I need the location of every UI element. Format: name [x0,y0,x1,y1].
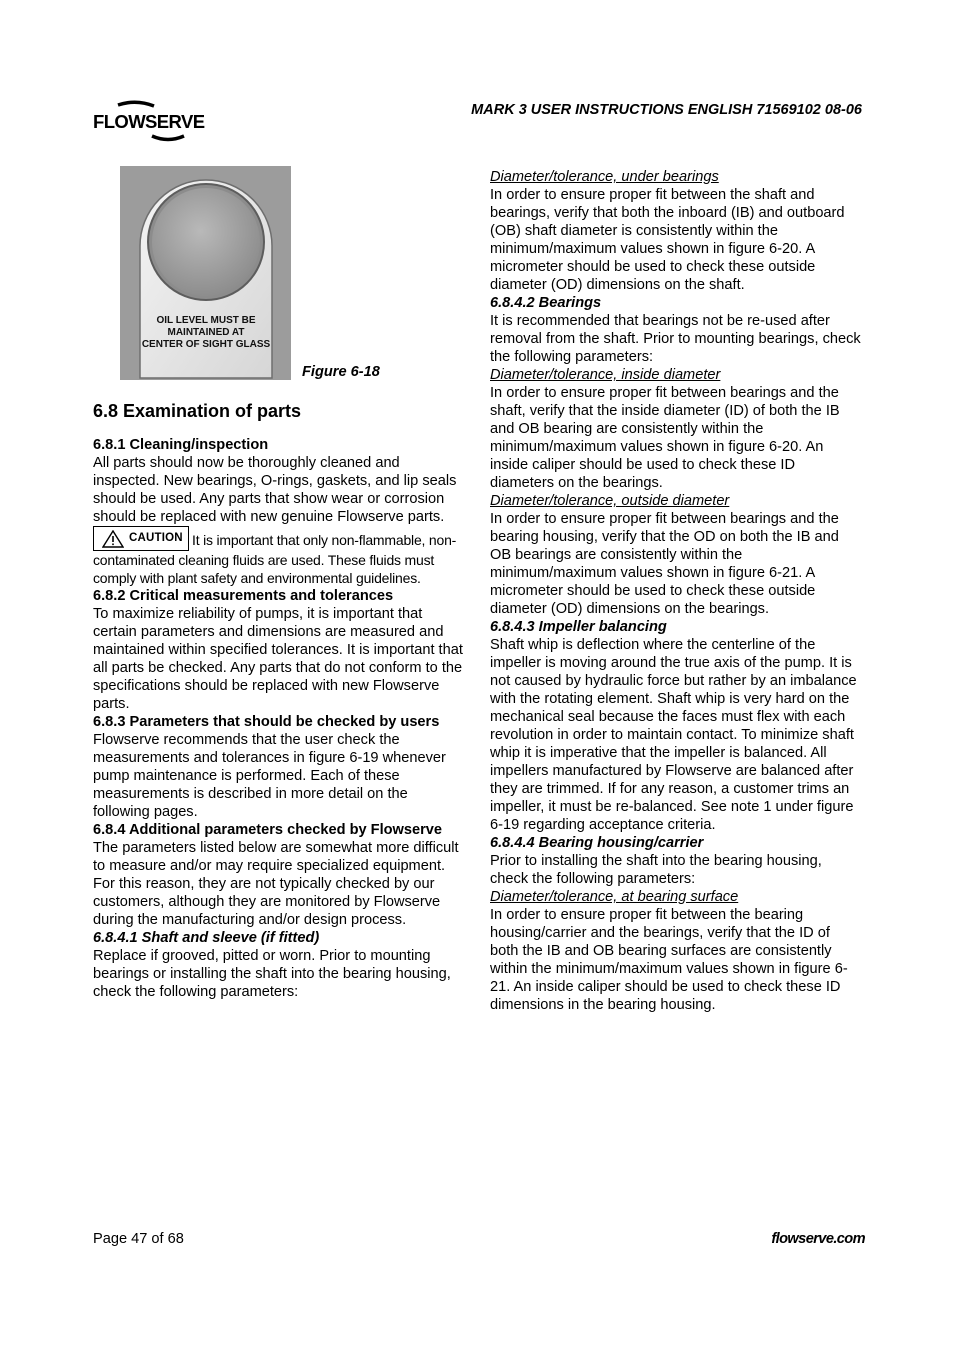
figure-caption: Figure 6-18 [302,364,380,380]
paragraph-6-8-2: To maximize reliability of pumps, it is important that certain parameters and dimensions are measured and maintained within specified tolerances. It is important that all parts be checked. Any parts that do not conform to the specifications should be replaced with new Flowserve parts. [93,606,463,712]
caution-text: It is important that only non-flammable, non-contaminated cleaning fluids are used. These fluids must comply with plant safety and environmental guidelines. [93,532,457,586]
plate-text-line-2: MAINTAINED AT [167,327,245,338]
heading-6-8-4-1: 6.8.4.1 Shaft and sleeve (if fitted) [93,930,320,946]
figure-6-18 [93,166,465,382]
subheading-bearing-surface: Diameter/tolerance, at bearing surface [490,889,739,905]
subheading-outside-diameter: Diameter/tolerance, outside diameter [490,493,730,509]
caution-badge [93,526,189,551]
heading-6-8-1: 6.8.1 Cleaning/inspection [93,437,269,453]
paragraph-under-bearings: In order to ensure proper fit between the shaft and bearings, verify that both the inboard (IB) and outboard (OB) shaft diameter is consistently within the minimum/maximum values shown in figure 6-20. A micrometer should be used to check these outside diameter (OD) dimensions on the shaft. [490,187,845,293]
subheading-inside-diameter: Diameter/tolerance, inside diameter [490,367,721,383]
left-column [93,166,465,1001]
heading-6-8-3: 6.8.3 Parameters that should be checked by users [93,714,440,730]
flowserve-logo [92,100,208,144]
paragraph-6-8-4-1: Replace if grooved, pitted or worn. Prior to mounting bearings or installing the shaft into the bearing housing, check the following parameters: [93,948,451,1000]
plate-text-line-1: OIL LEVEL MUST BE [156,315,256,326]
paragraph-outside-diameter: In order to ensure proper fit between bearings and the bearing housing, verify that the OD on both the IB and OB bearings are consistently within the minimum/maximum values shown in figure 6-21. A micrometer should be used to check these outside diameter (OD) dimensions on the bearings. [490,511,839,617]
subheading-under-bearings: Diameter/tolerance, under bearings [490,169,719,185]
caution-note [93,526,465,587]
page-number: Page 47 of 68 [93,1231,184,1247]
paragraph-inside-diameter: In order to ensure proper fit between bearings and the shaft, verify that the inside diameter (ID) of both the IB and OB bearing are consistently within the minimum/maximum values shown in figure 6-20. An inside caliper should be used to check these ID diameters on the bearings. [490,385,840,491]
heading-6-8-4-4: 6.8.4.4 Bearing housing/carrier [490,835,704,851]
plate-text-line-3: CENTER OF SIGHT GLASS [141,339,271,350]
paragraph-6-8-4-4: Prior to installing the shaft into the bearing housing, check the following parameters: [490,853,822,887]
right-column [490,168,862,1014]
warning-triangle-icon [102,530,124,548]
logo-text: FLOWSERVE [93,111,205,132]
paragraph-6-8-4-3: Shaft whip is deflection where the centerline of the impeller is moving around the true axis of the pump. It is not caused by hydraulic force but rather by an imbalance with the rotating element. Shaft whip is very hard on the mechanical seal because the faces must flex with each revolution in order to maintain contact. To minimize shaft whip it is imperative that the impeller is balanced. All impellers manufactured by Flowserve are balanced after they are trimmed. If for any reason, a customer trims an impeller, it must be re-balanced. See note 1 under figure 6-19 regarding acceptance criteria. [490,637,857,833]
paragraph-6-8-4: The parameters listed below are somewhat more difficult to measure and/or may require specialized equipment. For this reason, they are not typically checked by our customers, although they are monitored by Flowserve during the manufacturing and/or design process. [93,840,459,928]
paragraph-6-8-4-2: It is recommended that bearings not be re-used after removal from the shaft. Prior to mounting bearings, check the following parameters: [490,313,861,365]
section-title: 6.8 Examination of parts [93,401,302,421]
document-header-title: MARK 3 USER INSTRUCTIONS ENGLISH 71569102 08-06 [471,102,862,118]
sight-glass-image [120,166,291,380]
footer-website-link[interactable]: flowserve.com [771,1231,865,1247]
heading-6-8-4: 6.8.4 Additional parameters checked by Flowserve [93,822,443,838]
paragraph-bearing-surface: In order to ensure proper fit between the bearing housing/carrier and the bearings, verify that the ID of both the IB and OB bearing surfaces are consistently within the minimum/maximum values shown in figure 6-21. An inside caliper should be used to check these ID dimensions in the bearing housing. [490,907,848,1013]
heading-6-8-2: 6.8.2 Critical measurements and tolerances [93,588,394,604]
paragraph-6-8-1: All parts should now be thoroughly cleaned and inspected. New bearings, O-rings, gaskets, and lip seals should be used. Any parts that show wear or corrosion should be replaced with new genuine Flowserve parts. [93,455,457,525]
heading-6-8-4-2: 6.8.4.2 Bearings [490,295,602,311]
heading-6-8-4-3: 6.8.4.3 Impeller balancing [490,619,667,635]
paragraph-6-8-3: Flowserve recommends that the user check the measurements and tolerances in figure 6-19 whenever pump maintenance is performed. Each of these measurements is described in more detail on the following pages. [93,732,446,820]
caution-label: CAUTION [129,532,183,544]
